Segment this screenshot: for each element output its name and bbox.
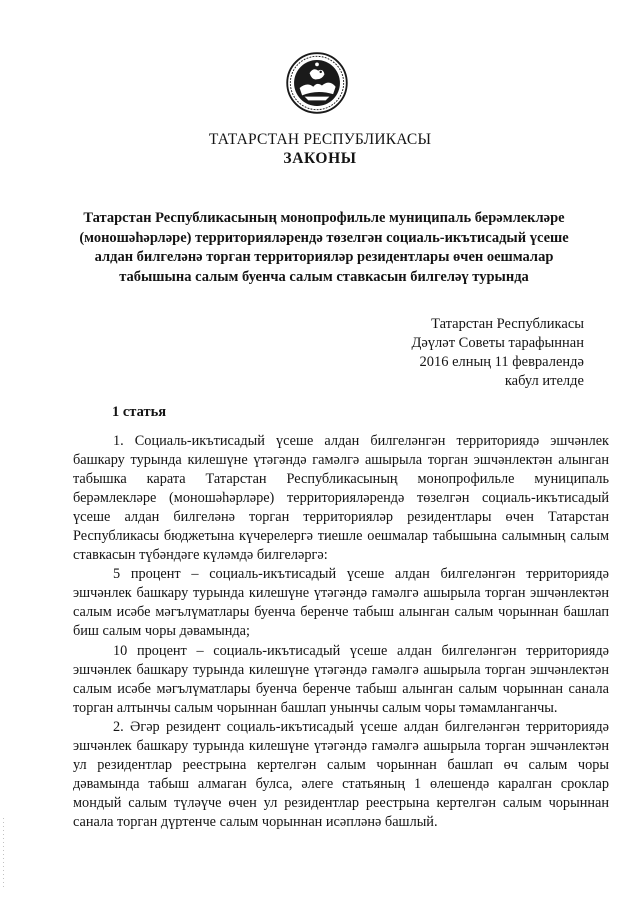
adoption-line: Дәүләт Советы тарафыннан [411, 335, 584, 351]
adoption-date: 2016 елның 11 февралендә [419, 354, 584, 370]
article-paragraph: 5 процент – социаль-икътисадый үсеше алдан билгеләнгән территориядә эшчәнлек башкару турында килешүне үтәгәндә гамәлгә ашырыла торган эшчәнлектән салым исәбе мәгълүматлары буенча беренче табыш алынган салым чорыннан башлап биш салым чоры дәвамында; [73, 566, 609, 640]
article-body [73, 432, 609, 832]
adoption-line: Татарстан Республикасы [431, 316, 584, 332]
scan-edge-mark [3, 818, 4, 888]
adoption-line: кабул ителде [504, 373, 584, 389]
article-paragraph: 1. Социаль-икътисадый үсеше алдан билгеләнгән территориядә эшчәнлек башкару турында килешүне үтәгәндә гамәлгә ашырыла торган эшчәнлектән алынган табышка карата Татарстан Республикасының монопрофильле муниципаль берәмлекләре (моношәһәрләре) территорияләрендә төзелгән социаль-икътисадый үсеше алдан билгеләнә торган территорияләр резидентлары өчен Татарстан Республикасы бюджетына күчерелергә тиешле оешмалар табышына салымның салым ставкасын түбәндәге күләмдә билгеләргә: [73, 433, 609, 564]
article-paragraph: 10 процент – социаль-икътисадый үсеше алдан билгеләнгән территориядә эшчәнлек башкару турында килешүне үтәгәндә гамәлгә ашырыла торган эшчәнлектән салым исәбе мәгълүматлары буенча беренче табыш алынган салым чорыннан санала торган алтынчы салым чорыннан башлап унынчы салым чоры тәмамланганчы. [73, 642, 609, 716]
law-label: ЗАКОНЫ [283, 150, 357, 167]
article-paragraph: 2. Әгәр резидент социаль-икътисадый үсеше алдан билгеләнгән территориядә эшчәнлек башкару турында килешүне үтәгәндә гамәлгә ашырыла торган эшчәнлектән ул резидентлар реестрына кертелгән салым чорыннан башлап өч салым чоры дәвамында табыш алмаган булса, әлеге статьяның 1 өлешендә каралган сроклар мондый салым түләүче өчен ул резидентлар реестрына кертелгән салым чорыннан санала торган дүртенче салым чорыннан исәпләнә башлый. [73, 718, 609, 830]
coat-of-arms-icon [286, 52, 348, 114]
law-title: Татарстан Республикасының монопрофильле муниципаль берәмлекләре (моношәһәрләре) территорияләрендә төзелгән социаль-икътисадый үсеше алдан билгеләнә торган территорияләр резидентлары өчен оешмалар табышына салым буенча салым ставкасын билгеләү турында [79, 210, 569, 285]
adoption-block [411, 315, 584, 391]
article-heading: 1 статья [112, 404, 167, 420]
republic-name: ТАТАРСТАН РЕСПУБЛИКАСЫ [208, 131, 432, 148]
